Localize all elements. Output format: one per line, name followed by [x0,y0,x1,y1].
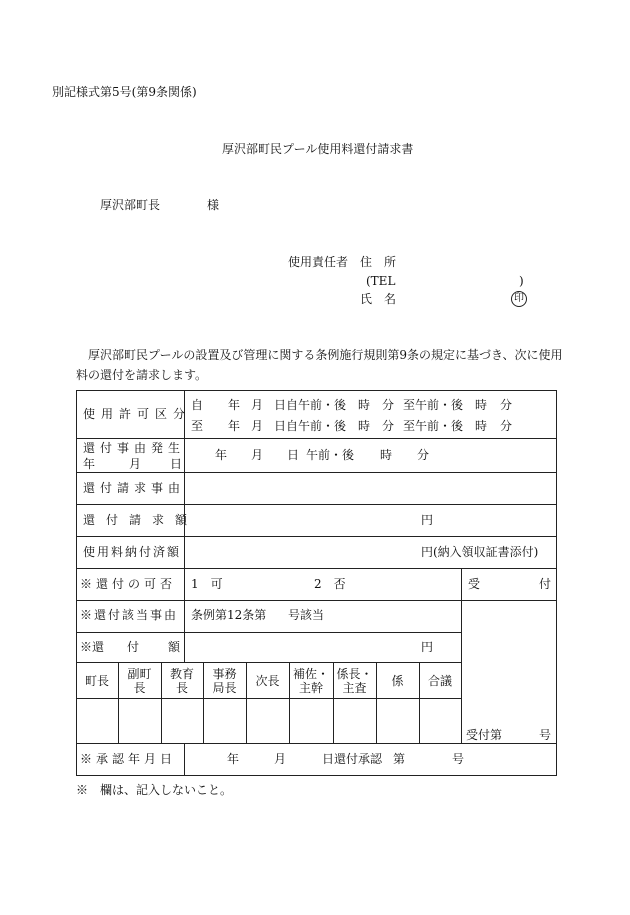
receipt-number-label: 受付第 [466,728,503,742]
refund-reason-label: 還付請求事由 [83,481,186,495]
from-day-ampm: 日自午前・後 [274,398,347,412]
reason-date-minute: 分 [417,448,430,462]
to-kanji: 至 [191,419,204,433]
paid-fee-label: 使用料納付済額 [83,545,182,559]
approver-office-director: 事務 局長 [212,667,237,695]
reason-date-label-top: 還付事由発生 [83,441,186,455]
to-to-minute: 分 [500,419,513,433]
eligibility-option-no: 2 否 [314,577,346,591]
seal-mark: 印 [511,291,527,307]
from-minute: 分 [382,398,395,412]
reason-date-month: 月 [251,448,264,462]
permit-period-label-text: 使用許可区分 [83,407,192,421]
to-day-ampm: 日自午前・後 [274,419,347,433]
name-label: 氏 名 [360,292,397,306]
reason-date-label-month: 月 [129,457,142,471]
address-label: 住 所 [360,255,397,269]
to-month: 月 [251,419,264,433]
to-hour: 時 [358,419,371,433]
tel-open: (TEL [366,274,396,288]
approval-number-suffix: 号 [452,752,465,766]
from-hour: 時 [358,398,371,412]
approver-staff: 係 [391,674,404,688]
approval-number-prefix: 第 [393,752,406,766]
reason-date-day: 日 [287,448,300,462]
form-number: 別記様式第5号(第9条関係) [52,85,197,99]
applicable-reason-suffix: 号該当 [288,608,325,622]
reason-date-ampm: 午前・後 [306,448,355,462]
approver-deputy-mayor: 副町 長 [127,667,152,695]
eligibility-label: ※還付の可否 [80,577,177,591]
refund-amount-label: 還付請求額 [83,513,199,527]
approval-label: ※承認年月日 [80,752,177,766]
to-year: 年 [228,419,241,433]
approver-assistant: 補佐・ 主幹 [292,667,329,695]
from-to-hour: 時 [475,398,488,412]
body-text-line1: 厚沢部町民プールの設置及び管理に関する条例施行規則第9条の規定に基づき、次に使用 [88,348,563,362]
from-year: 年 [228,398,241,412]
refund-unit: 円 [421,640,434,654]
approver-deputy-director: 次長 [255,674,280,688]
refund-amount-unit: 円 [421,513,434,527]
approver-section-chief: 係長・ 主査 [336,667,373,695]
approval-day: 日還付承認 [322,752,383,766]
from-to-minute: 分 [500,398,513,412]
footnote: ※ 欄は、記入しないこと。 [76,783,233,797]
to-minute: 分 [382,419,395,433]
tel-close: ) [519,274,524,288]
addressee-honorific: 様 [207,198,220,212]
receipt-label-left: 受 [468,577,481,591]
approval-year: 年 [227,752,240,766]
refund-label-mid: 付 [127,640,140,654]
to-to-ampm: 至午前・後 [403,419,464,433]
applicable-reason-value: 条例第12条第 [191,608,267,622]
reason-date-label-day: 日 [170,457,183,471]
reason-date-hour: 時 [380,448,393,462]
body-text-line2: 料の還付を請求します。 [76,368,208,382]
to-to-hour: 時 [475,419,488,433]
approval-month: 月 [274,752,287,766]
eligibility-option-yes: 1 可 [191,577,223,591]
refund-label-end: 額 [168,640,181,654]
applicable-reason-label: ※還付該当事由 [80,608,179,622]
addressee-name: 厚沢部町長 [100,198,161,212]
approver-mayor: 町長 [84,674,109,688]
approver-superintendent: 教育 長 [169,667,194,695]
from-to-ampm: 至午前・後 [403,398,464,412]
from-kanji: 自 [191,398,204,412]
applicant-role-label: 使用責任者 [288,255,349,269]
receipt-label-right: 付 [539,577,552,591]
refund-label: ※還 [80,640,105,654]
reason-date-label-year: 年 [83,457,96,471]
from-month: 月 [251,398,264,412]
form-title: 厚沢部町民プール使用料還付請求書 [222,142,414,156]
permit-period-label [83,407,192,421]
reason-date-year: 年 [215,448,228,462]
receipt-number-suffix: 号 [539,728,552,742]
approver-consultation: 合議 [427,674,452,688]
paid-fee-unit: 円(納入領収証書添付) [421,545,539,559]
